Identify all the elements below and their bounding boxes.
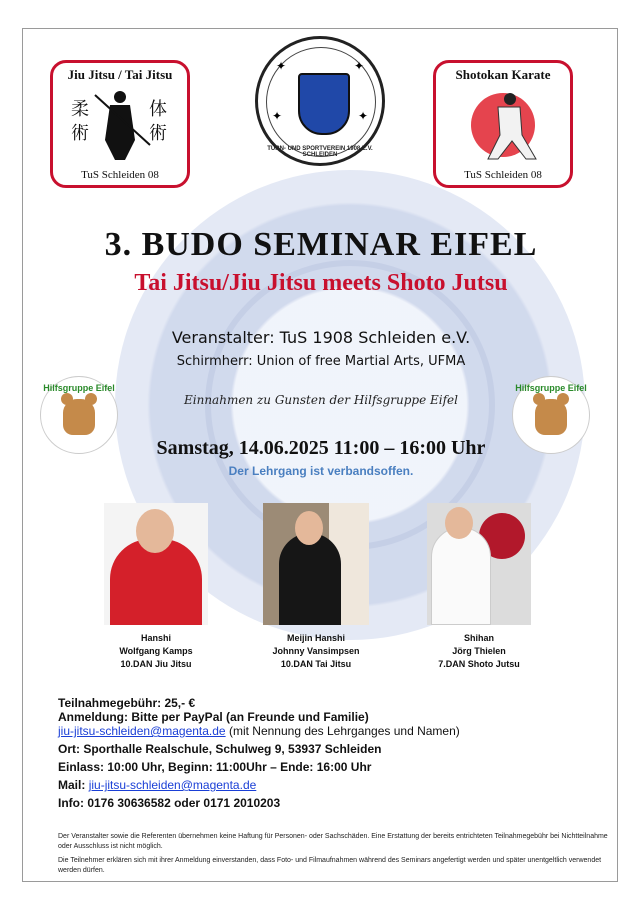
open-note: Der Lehrgang ist verbandsoffen.: [228, 464, 414, 478]
paypal-note: (mit Nennung des Lehrganges und Namen): [228, 724, 460, 738]
lion-shield-icon: [298, 73, 350, 135]
trainer-caption-2: Meijin Hanshi Johnny Vansimpsen 10.DAN Tai Jitsu: [272, 633, 360, 669]
date-time: Samstag, 14.06.2025 11:00 – 16:00 Uhr: [156, 437, 486, 459]
seminar-subtitle: Tai Jitsu/Jiu Jitsu meets Shoto Jutsu: [134, 270, 508, 296]
mail-line: [58, 778, 256, 792]
tus-seal: ✦ ✦ ✦ ✦: [255, 36, 385, 166]
seminar-title: 3. BUDO SEMINAR EIFEL: [104, 226, 538, 263]
phone: Info: 0176 30636582 oder 0171 2010203: [58, 796, 281, 810]
trainer-photo-1: [104, 503, 208, 625]
location: Ort: Sporthalle Realschule, Schulweg 9, 53937 Schleiden: [58, 742, 382, 756]
fee: Teilnahmegebühr: 25,- €: [58, 696, 196, 710]
karateka-icon: [448, 85, 558, 165]
disclaimer-liability: Der Veranstalter sowie die Referenten übernehmen keine Haftung für Personen- oder Sachschäden. Eine Erstattung der bereits entrichteten Teilnahmegebühr bei Nichtteilnahme oder Ausschluss ist nicht möglich.: [58, 833, 608, 850]
paypal-email-link[interactable]: jiu-jitsu-schleiden@magenta.de: [58, 724, 226, 738]
trainer-photo-3: [427, 503, 531, 625]
trainer-caption-3: Shihan Jörg Thielen 7.DAN Shoto Jutsu: [438, 633, 520, 669]
seal-text: TURN- UND SPORTVEREIN 1908 E.V. SCHLEIDEN: [267, 146, 373, 158]
mail-link[interactable]: jiu-jitsu-schleiden@magenta.de: [88, 778, 257, 792]
svg-text:術: 術: [149, 123, 167, 144]
jiu-jitsu-logo: [50, 60, 190, 188]
patron: Schirmherr: Union of free Martial Arts, UFMA: [176, 354, 466, 369]
paypal-line: [58, 724, 460, 738]
samurai-icon: [65, 85, 175, 165]
svg-text:術: 術: [71, 123, 89, 144]
proceeds-note: Einnahmen zu Gunsten der Hilfsgruppe Eifel: [184, 393, 458, 407]
hilfsgruppe-label: Hilfsgruppe Eifel: [43, 383, 115, 393]
disclaimer-media: Die Teilnehmer erklären sich mit ihrer Anmeldung einverstanden, dass Foto- und Filmaufnahmen während des Seminars angefertigt werden und später unentgeltlich verwendet werden dürfen.: [58, 857, 602, 874]
shotokan-logo: [433, 60, 573, 188]
hilfsgruppe-label: Hilfsgruppe Eifel: [515, 383, 587, 393]
trainer-photo-2: [263, 503, 369, 625]
svg-text:柔: 柔: [71, 99, 89, 120]
registration: Anmeldung: Bitte per PayPal (an Freunde und Familie): [58, 710, 369, 724]
jiu-jitsu-logo-club: TuS Schleiden 08: [81, 169, 159, 181]
jiu-jitsu-logo-title: Jiu Jitsu / Tai Jitsu: [67, 67, 173, 82]
organizer: Veranstalter: TuS 1908 Schleiden e.V.: [171, 328, 471, 347]
admission: Einlass: 10:00 Uhr, Beginn: 11:00Uhr – Ende: 16:00 Uhr: [58, 760, 372, 774]
mail-label: Mail:: [58, 778, 86, 792]
shotokan-logo-title: Shotokan Karate: [455, 67, 551, 82]
shotokan-logo-club: TuS Schleiden 08: [464, 169, 542, 181]
trainer-caption-1: Hanshi Wolfgang Kamps 10.DAN Jiu Jitsu: [119, 633, 193, 669]
svg-text:体: 体: [149, 99, 167, 120]
